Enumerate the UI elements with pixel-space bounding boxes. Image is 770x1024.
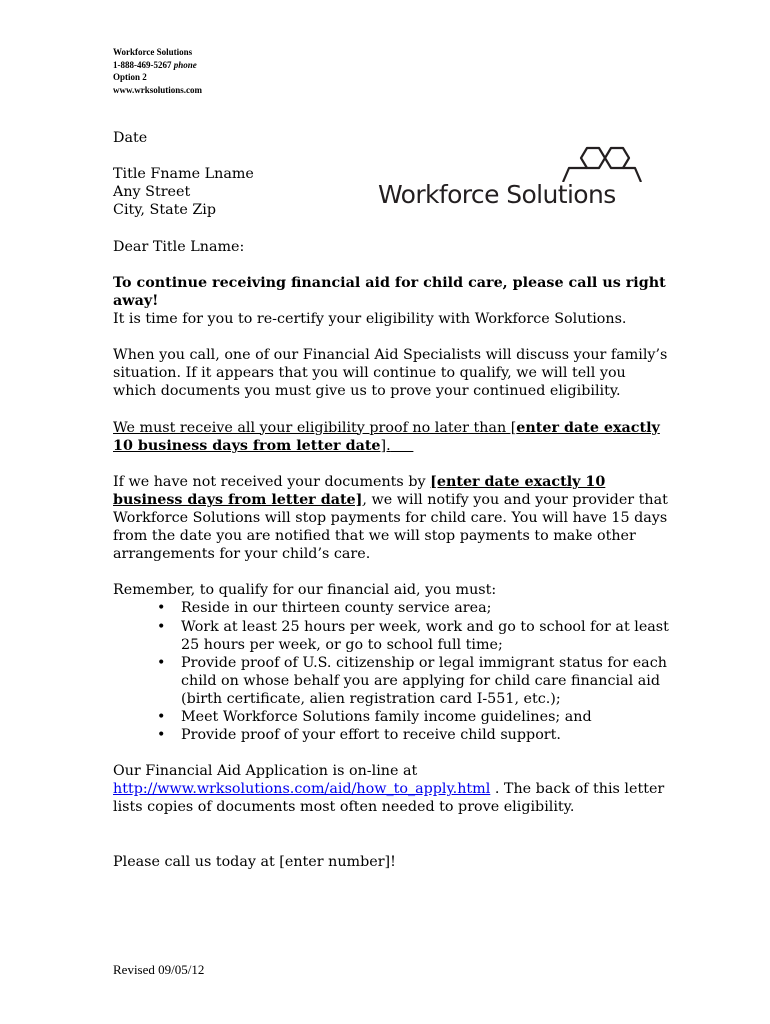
notice-text: If we have not received your documents by: [113, 473, 431, 490]
bullet-icon: •: [157, 600, 166, 617]
phone-line: [113, 59, 202, 72]
letter-date: Date: [113, 130, 148, 146]
list-item: • Reside in our thirteen county service area;: [157, 600, 492, 617]
contact-block: [113, 46, 202, 96]
bullet-icon: •: [157, 727, 166, 744]
deadline-end: ].: [380, 437, 391, 454]
online-text: Our Financial Aid Application is on-line at: [113, 763, 418, 780]
closing-text: Please call us today at [enter number]!: [113, 853, 396, 870]
notice-placeholder: [enter date exactly 10 business days from letter date]: [113, 473, 606, 508]
bullet-icon: •: [157, 654, 166, 671]
notice-rest: , we will notify you and your provider that Workforce Solutions will stop payments for child care. You will have 15 days from the date you are notified that we will stop payments to make other arrangements for your child’s care.: [113, 491, 668, 563]
online-paragraph: [113, 762, 673, 816]
list-item: • Work at least 25 hours per week, work and go to school for at least 25 hours per week, or go to school full time;: [157, 618, 669, 653]
notice-paragraph: [113, 473, 673, 563]
deadline-text: We must receive all your eligibility proof no later than [: [113, 419, 517, 436]
letter-body: [113, 129, 673, 871]
apply-link[interactable]: http://www.wrksolutions.com/aid/how_to_apply.html: [113, 781, 491, 798]
list-item: • Provide proof of U.S. citizenship or legal immigrant status for each child on whose behalf you are applying for child care financial aid (birth certificate, alien registration card I-551, etc.);: [157, 654, 667, 707]
website: www.wrksolutions.com: [113, 84, 203, 95]
bullet-icon: •: [157, 709, 166, 725]
recipient-street: Any Street: [113, 184, 191, 201]
recipient-city: City, State Zip: [113, 202, 216, 219]
recertify-text: It is time for you to re-certify your eligibility with Workforce Solutions.: [113, 310, 627, 327]
recipient-name: Title Fname Lname: [113, 166, 254, 183]
phone-number: 1-888-469-5267: [113, 59, 172, 70]
salutation: Dear Title Lname:: [113, 238, 245, 255]
logo-text: Workforce Solutions: [378, 180, 616, 209]
phone-option: Option 2: [113, 72, 147, 82]
requirements-list: [113, 599, 673, 744]
list-item: • Provide proof of your effort to receive child support.: [157, 727, 561, 744]
revised-date: Revised 09/05/12: [113, 962, 205, 977]
phone-label: phone: [173, 59, 197, 70]
call-paragraph: When you call, one of our Financial Aid Specialists will discuss your family’s situation. If it appears that you will continue to qualify, we will tell you which documents you must give us to prove your continued eligibility.: [113, 347, 668, 400]
org-name: Workforce Solutions: [113, 47, 193, 57]
online-rest: . The back of this letter lists copies of documents most often needed to prove eligibility.: [113, 781, 665, 816]
deadline-placeholder: enter date exactly 10 business days from letter date: [113, 419, 660, 454]
remember-text: Remember, to qualify for our financial aid, you must:: [113, 582, 497, 599]
deadline-paragraph: [113, 419, 673, 455]
headline: To continue receiving financial aid for child care, please call us right away!: [113, 274, 666, 309]
list-item: • Meet Workforce Solutions family income guidelines; and: [157, 709, 592, 725]
bullet-icon: •: [157, 618, 166, 635]
